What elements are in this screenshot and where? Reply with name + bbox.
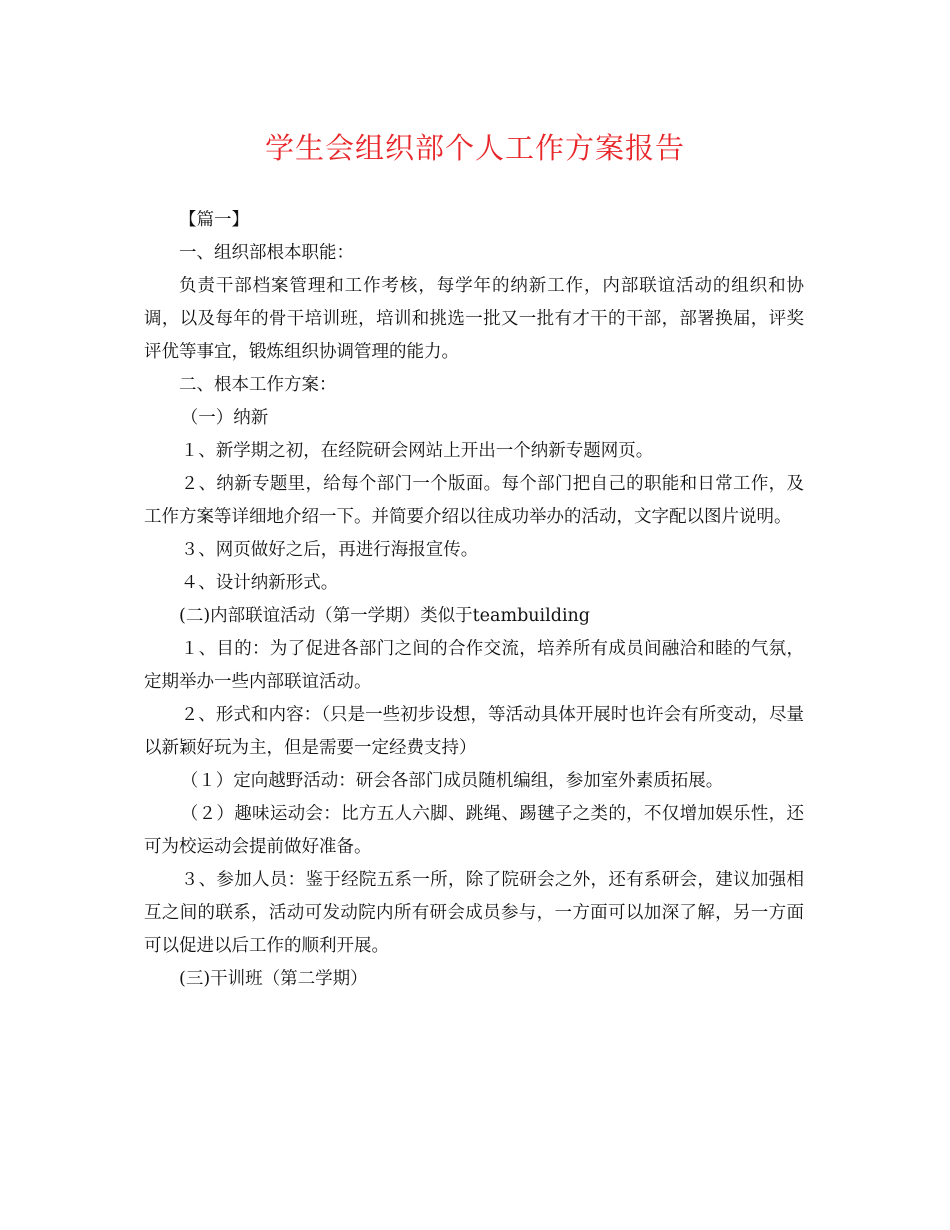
paragraph: 负责干部档案管理和工作考核，每学年的纳新工作，内部联谊活动的组织和协调，以及每年的骨干培训班，培训和挑选一批又一批有才干的干部，部署换届，评奖评优等事宜，锻炼组织协调管理的能力。 — [144, 276, 804, 362]
document-title: 学生会组织部个人工作方案报告 — [264, 131, 685, 165]
list-item: ３、参加人员：鉴于经院五系一所，除了院研会之外，还有系研会，建议加强相互之间的联系，活动可发动院内所有研会成员参与，一方面可以加深了解，另一方面可以促进以后工作的顺利开展。 — [144, 870, 804, 956]
list-item: （１）定向越野活动：研会各部门成员随机编组，参加室外素质拓展。 — [180, 771, 724, 791]
subsection-heading: (三)干训班（第二学期） — [179, 969, 368, 989]
list-item: ２、纳新专题里，给每个部门一个版面。每个部门把自己的职能和日常工作，及工作方案等详细地介绍一下。并简要介绍以往成功举办的活动，文字配以图片说明。 — [144, 474, 804, 527]
list-item: ４、设计纳新形式。 — [180, 573, 339, 593]
section-heading: 一、组织部根本职能： — [179, 243, 354, 263]
document-body — [144, 204, 804, 996]
section-heading: 【篇一】 — [179, 210, 249, 230]
subsection-heading: (二)内部联谊活动（第一学期）类似于teambuilding — [179, 606, 591, 626]
list-item: （２）趣味运动会：比方五人六脚、跳绳、踢毽子之类的，不仅增加娱乐性，还可为校运动会提前做好准备。 — [144, 804, 804, 857]
list-item: ３、网页做好之后，再进行海报宣传。 — [180, 540, 479, 560]
list-item: １、目的：为了促进各部门之间的合作交流，培养所有成员间融洽和睦的气氛，定期举办一些内部联谊活动。 — [144, 639, 804, 692]
list-item: ２、形式和内容：（只是一些初步设想，等活动具体开展时也许会有所变动，尽量以新颖好玩为主，但是需要一定经费支持） — [144, 705, 804, 758]
section-heading: 二、根本工作方案： — [179, 375, 337, 395]
subsection-heading: （一）纳新 — [180, 408, 269, 428]
list-item: １、新学期之初，在经院研会网站上开出一个纳新专题网页。 — [180, 441, 654, 461]
